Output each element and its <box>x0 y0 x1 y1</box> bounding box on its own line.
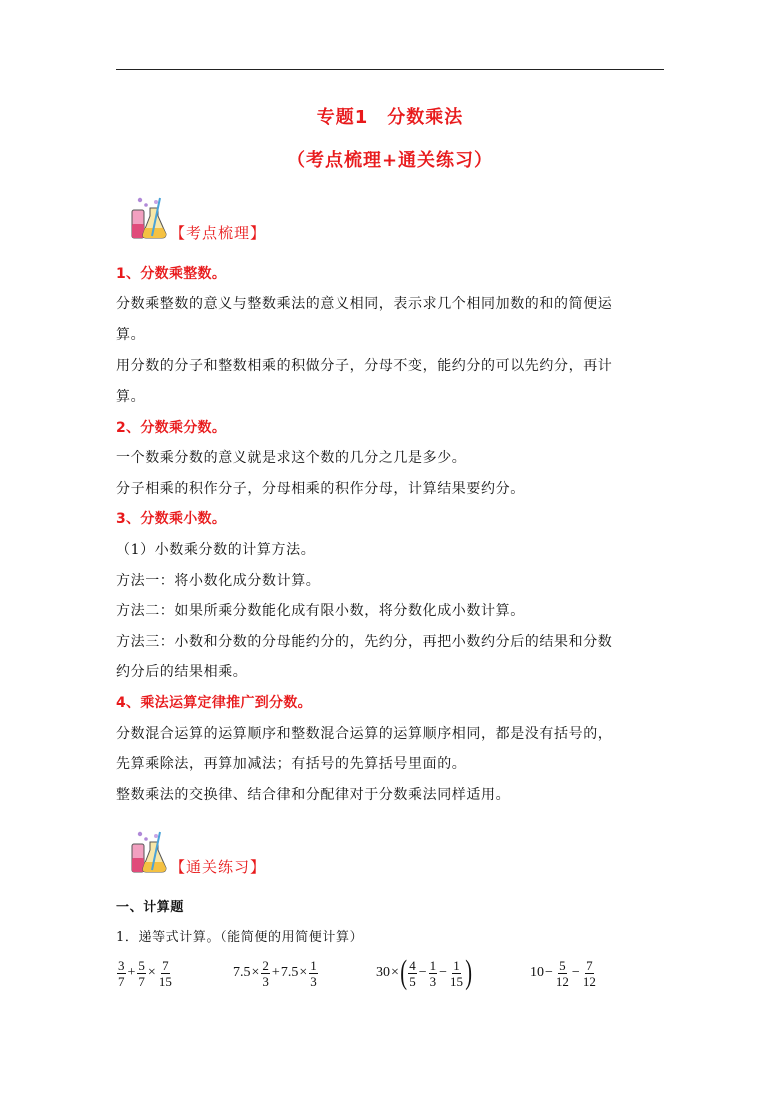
operator: + <box>127 965 136 980</box>
expression-3 <box>376 953 472 993</box>
section-badge-review <box>130 196 290 240</box>
fraction: $\frac{7}{12}$ <box>582 957 596 989</box>
fraction: $\frac{4}{5}$ <box>409 957 416 989</box>
point-text: 一个数乘分数的意义就是求这个数的几分之几是多少。 <box>116 450 467 466</box>
point-text: 分数混合运算的运算顺序和整数混合运算的运算顺序相同，都是没有括号的， <box>116 726 613 742</box>
flask-icon <box>130 196 170 240</box>
operator: + <box>271 965 280 980</box>
part-title: 一、计算题 <box>116 900 185 915</box>
point-heading-4: 4、乘法运算定律推广到分数。 <box>116 695 312 711</box>
left-paren: ( <box>400 954 407 991</box>
point-text: 方法二：如果所乘分数能化成有限小数，将分数化成小数计算。 <box>116 603 525 619</box>
number: 7.5 <box>233 965 251 980</box>
expression-2 <box>233 953 319 993</box>
page-title: 专题1 分数乘法 <box>316 107 464 128</box>
operator: − <box>418 965 427 980</box>
fraction: $\frac{1}{3}$ <box>429 957 437 989</box>
point-text: （1）小数乘分数的计算方法。 <box>116 542 316 558</box>
point-text: 用分数的分子和整数相乘的积做分子，分母不变，能约分的可以先约分，再计 <box>116 358 613 374</box>
operator: − <box>545 965 553 980</box>
point-heading-3: 3、分数乘小数。 <box>116 511 227 527</box>
point-text: 方法三：小数和分数的分母能约分的，先约分，再把小数约分后的结果和分数 <box>116 634 613 650</box>
fraction: $\frac{7}{15}$ <box>158 957 172 989</box>
fraction: $\frac{1}{3}$ <box>310 957 317 989</box>
point-text: 算。 <box>116 327 146 343</box>
point-text: 先算乘除法，再算加减法；有括号的先算括号里面的。 <box>116 756 467 772</box>
number: 7.5 <box>280 965 299 980</box>
expression-4 <box>530 953 598 993</box>
operator: − <box>439 965 448 980</box>
point-text: 算。 <box>116 389 146 405</box>
fraction: $\frac{5}{12}$ <box>555 957 569 989</box>
fraction: $\frac{1}{15}$ <box>450 957 464 989</box>
operator: × <box>391 965 399 980</box>
point-text: 分子相乘的积作分子，分母相乘的积作分母，计算结果要约分。 <box>116 481 525 497</box>
fraction: $\frac{5}{7}$ <box>138 957 145 989</box>
right-paren: ) <box>465 954 473 991</box>
point-heading-2: 2、分数乘分数。 <box>116 420 227 436</box>
page-subtitle: （考点梳理+通关练习） <box>286 150 494 171</box>
question-text: 1．递等式计算。（能简便的用简便计算） <box>116 930 364 945</box>
number: 10 <box>530 965 544 980</box>
fraction: $\frac{3}{7}$ <box>118 957 125 989</box>
section-label-practice: 【通关练习】 <box>170 858 267 876</box>
flask-icon <box>130 830 170 874</box>
header-rule <box>116 69 664 70</box>
expression-1 <box>116 953 174 993</box>
operator: − <box>571 965 580 980</box>
number: 30 <box>376 965 390 980</box>
point-text: 方法一：将小数化成分数计算。 <box>116 573 321 589</box>
operator: × <box>251 965 260 980</box>
section-badge-practice <box>130 830 290 874</box>
point-text: 分数乘整数的意义与整数乘法的意义相同，表示求几个相同加数的和的简便运 <box>116 296 613 312</box>
point-heading-1: 1、分数乘整数。 <box>116 266 227 282</box>
operator: × <box>299 965 308 980</box>
fraction: $\frac{2}{3}$ <box>262 957 269 989</box>
operator: × <box>147 965 156 980</box>
point-text: 约分后的结果相乘。 <box>116 664 248 680</box>
section-label-review: 【考点梳理】 <box>170 224 267 242</box>
point-text: 整数乘法的交换律、结合律和分配律对于分数乘法同样适用。 <box>116 787 511 803</box>
